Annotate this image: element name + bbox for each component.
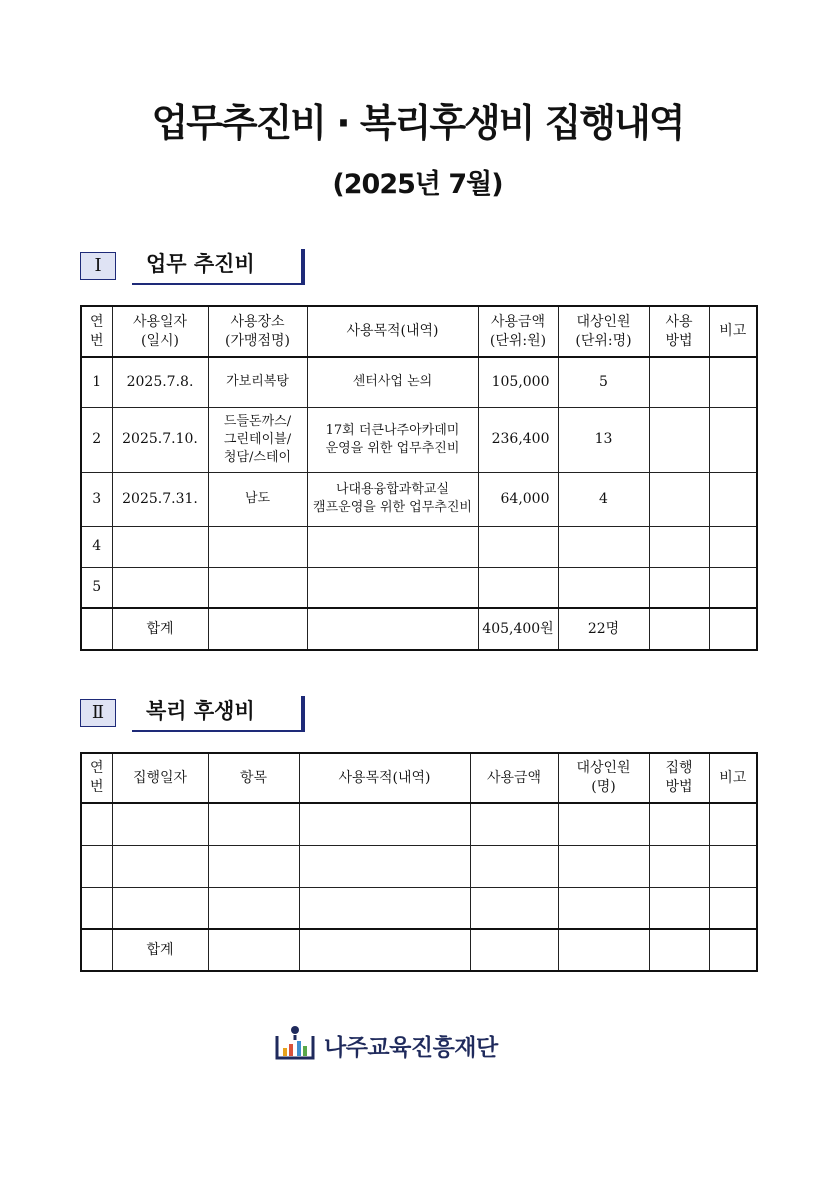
row-amount [478, 567, 558, 608]
row-date [112, 526, 208, 567]
table-row [81, 803, 757, 845]
total-method [649, 608, 709, 650]
section2-title: 복리 후생비 [146, 699, 255, 723]
page-subtitle: (2025년 7월) [332, 169, 503, 200]
row-place [208, 526, 307, 567]
header-amount: 사용금액 [470, 753, 558, 803]
row-date: 2025.7.31. [112, 472, 208, 526]
total-row [81, 929, 757, 971]
row-note [709, 407, 757, 472]
total-label: 합계 [112, 929, 208, 971]
row-note [709, 567, 757, 608]
total-persons: 22명 [558, 608, 649, 650]
row-no: 4 [81, 526, 112, 567]
table-row [81, 887, 757, 929]
row-no: 5 [81, 567, 112, 608]
header-amount: 사용금액 (단위:원) [478, 306, 558, 357]
row-persons [558, 526, 649, 567]
expense-table-header [81, 306, 757, 357]
row-date: 2025.7.10. [112, 407, 208, 472]
expense-table [80, 305, 758, 651]
section2-bar [301, 696, 305, 732]
row-purpose [307, 526, 478, 567]
header-persons: 대상인원 (단위:명) [558, 306, 649, 357]
table-row [81, 472, 757, 526]
table-row [81, 526, 757, 567]
row-method [649, 407, 709, 472]
section1-numeral: Ⅰ [80, 252, 116, 280]
row-date [112, 567, 208, 608]
page-title: 업무추진비 · 복리후생비 집행내역 [151, 101, 684, 145]
row-method [649, 357, 709, 407]
row-no: 3 [81, 472, 112, 526]
row-no: 2 [81, 407, 112, 472]
total-no [81, 608, 112, 650]
header-note: 비고 [709, 306, 757, 357]
row-persons: 5 [558, 357, 649, 407]
total-note [709, 608, 757, 650]
row-note [709, 526, 757, 567]
header-date: 사용일자 (일시) [112, 306, 208, 357]
welfare-table-header [81, 753, 757, 803]
header-method: 사용 방법 [649, 306, 709, 357]
row-persons: 13 [558, 407, 649, 472]
row-method [649, 526, 709, 567]
row-amount: 105,000 [478, 357, 558, 407]
total-no [81, 929, 112, 971]
header-item: 항목 [208, 753, 299, 803]
header-persons: 대상인원 (명) [558, 753, 649, 803]
row-place [208, 567, 307, 608]
header-purpose: 사용목적(내역) [307, 306, 478, 357]
row-note [709, 472, 757, 526]
row-note [709, 357, 757, 407]
row-amount [478, 526, 558, 567]
header-note: 비고 [709, 753, 757, 803]
welfare-table [80, 752, 758, 972]
section1-bar [301, 249, 305, 285]
foundation-logo-icon [272, 1024, 318, 1064]
table-row [81, 567, 757, 608]
total-label: 합계 [112, 608, 208, 650]
row-place: 남도 [208, 472, 307, 526]
row-persons [558, 567, 649, 608]
row-place: 드들돈까스/ 그린테이블/ 청담/스테이 [208, 407, 307, 472]
row-persons: 4 [558, 472, 649, 526]
row-place: 가보리복탕 [208, 357, 307, 407]
total-row [81, 608, 757, 650]
header-purpose: 사용목적(내역) [299, 753, 470, 803]
table-row [81, 407, 757, 472]
row-amount: 236,400 [478, 407, 558, 472]
row-purpose: 센터사업 논의 [307, 357, 478, 407]
row-purpose: 17회 더큰나주아카데미 운영을 위한 업무추진비 [307, 407, 478, 472]
header-no: 연 번 [81, 306, 112, 357]
total-purpose [307, 608, 478, 650]
section2-numeral: Ⅱ [80, 699, 116, 727]
row-amount: 64,000 [478, 472, 558, 526]
row-purpose: 나대용융합과학교실 캠프운영을 위한 업무추진비 [307, 472, 478, 526]
header-place: 사용장소 (가맹점명) [208, 306, 307, 357]
row-date: 2025.7.8. [112, 357, 208, 407]
total-place [208, 608, 307, 650]
table-row [81, 845, 757, 887]
table-row [81, 357, 757, 407]
header-method: 집행 방법 [649, 753, 709, 803]
row-purpose [307, 567, 478, 608]
section1-title: 업무 추진비 [146, 252, 255, 276]
row-method [649, 567, 709, 608]
section2-underline [132, 730, 305, 732]
foundation-name: 나주교육진흥재단 [324, 1035, 498, 1061]
row-method [649, 472, 709, 526]
header-date: 집행일자 [112, 753, 208, 803]
row-no: 1 [81, 357, 112, 407]
header-no: 연 번 [81, 753, 112, 803]
section1-underline [132, 283, 305, 285]
total-amount: 405,400원 [478, 608, 558, 650]
